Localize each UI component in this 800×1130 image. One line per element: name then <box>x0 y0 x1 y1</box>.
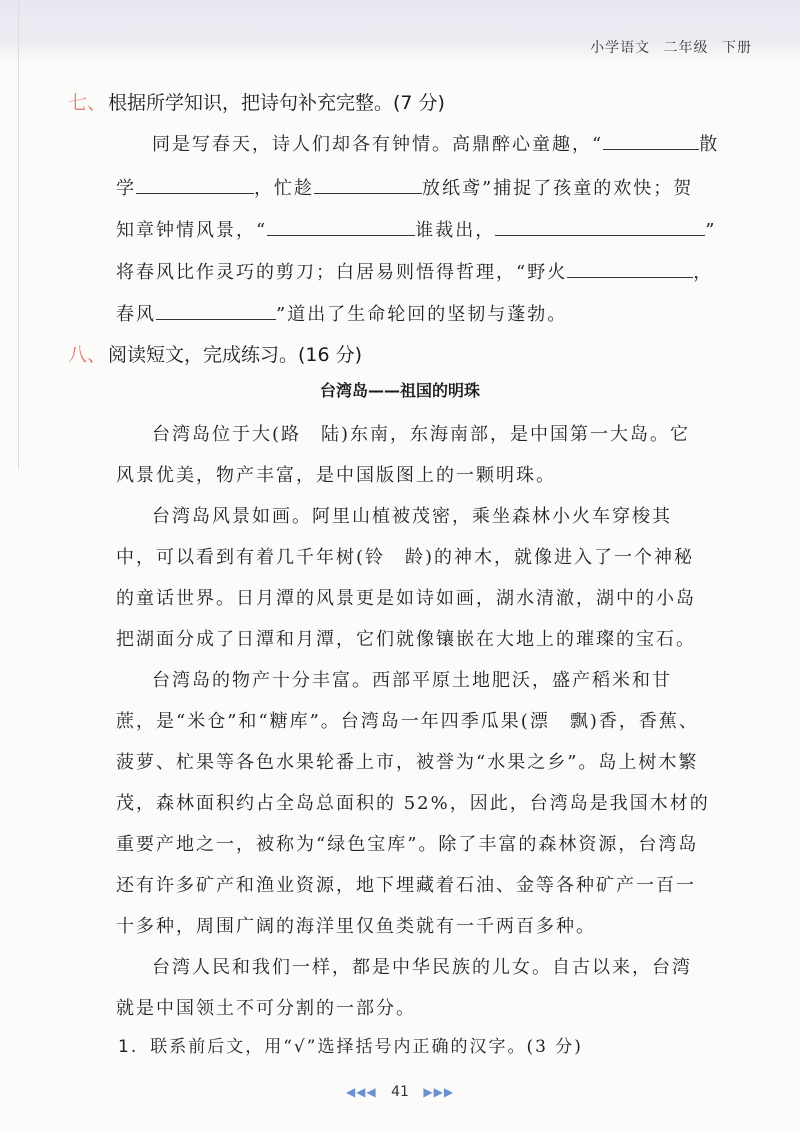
section-7-heading <box>68 88 445 115</box>
poem-line-4 <box>116 258 713 284</box>
answer-blank-2[interactable] <box>136 175 254 194</box>
text-segment: 谁裁出， <box>415 220 496 241</box>
section-7-number: 七、 <box>68 92 107 114</box>
page-number: 41 <box>391 1084 409 1100</box>
article-line: 蔗，是“米仓”和“糖库”。台湾岛一年四季瓜果(漂 飘)香，香蕉、 <box>116 711 699 732</box>
text-segment: 将春风比作灵巧的剪刀；白居易则悟得哲理，“野火 <box>116 262 568 283</box>
subject-label: 小学语文 <box>590 40 651 56</box>
answer-blank-5[interactable] <box>495 217 705 236</box>
article-line: 十多种，周围广阔的海洋里仅鱼类就有一千两百多种。 <box>116 916 596 937</box>
article-line: 重要产地之一，被称为“绿色宝库”。除了丰富的森林资源，台湾岛 <box>116 834 699 855</box>
text-segment: 散 <box>699 134 720 155</box>
article-title: 台湾岛——祖国的明珠 <box>319 381 480 400</box>
poem-line-2 <box>116 174 693 200</box>
section-7-title: 根据所学知识，把诗句补充完整。(7 分) <box>108 92 445 114</box>
article-line: 茂，森林面积约占全岛总面积的 52%，因此，台湾岛是我国木材的 <box>116 793 710 814</box>
question-1-text: 联系前后文，用“√”选择括号内正确的汉字。(3 分) <box>150 1037 583 1057</box>
article-line: 把湖面分成了日潭和月潭，它们就像镶嵌在大地上的璀璨的宝石。 <box>116 629 696 650</box>
article-line: 就是中国领土不可分割的一部分。 <box>116 998 416 1019</box>
poem-line-1 <box>152 130 719 156</box>
section-8-heading <box>68 340 362 367</box>
answer-blank-6[interactable] <box>567 259 693 278</box>
answer-blank-7[interactable] <box>156 301 276 320</box>
text-segment: ”道出了生命轮回的坚韧与蓬勃。 <box>276 304 568 325</box>
section-8-title: 阅读短文，完成练习。(16 分) <box>108 344 363 366</box>
article-line: 台湾岛位于大(路 陆)东南，东海南部，是中国第一大岛。它 <box>152 424 691 445</box>
text-segment: ， <box>693 262 714 283</box>
text-segment: 知章钟情风景，“ <box>116 220 268 241</box>
article-line: 台湾人民和我们一样，都是中华民族的儿女。自古以来，台湾 <box>152 957 692 978</box>
prev-arrows-icon: ◀◀◀ <box>345 1085 377 1099</box>
article-line: 台湾岛的物产十分丰富。西部平原土地肥沃，盛产稻米和甘 <box>152 670 672 691</box>
article-line: 风景优美，物产丰富，是中国版图上的一颗明珠。 <box>116 465 556 486</box>
term-label: 下册 <box>722 40 752 56</box>
next-arrows-icon: ▶▶▶ <box>423 1085 455 1099</box>
section-8-number: 八、 <box>68 344 107 366</box>
question-1 <box>118 1032 583 1057</box>
poem-line-5 <box>116 300 567 326</box>
book-label <box>582 37 752 57</box>
article-line: 中，可以看到有着几千年树(铃 龄)的神木，就像进入了一个神秘 <box>116 547 695 568</box>
answer-blank-4[interactable] <box>267 217 415 236</box>
article-line: 台湾岛风景如画。阿里山植被茂密，乘坐森林小火车穿梭其 <box>152 506 672 527</box>
question-1-number: 1. <box>118 1037 139 1057</box>
text-segment: ，忙趁 <box>254 178 314 199</box>
grade-label: 二年级 <box>663 40 709 56</box>
text-segment: ” <box>705 220 717 241</box>
text-segment: 放纸鸢”捕捉了孩童的欢快；贺 <box>422 178 694 199</box>
page-footer <box>0 1084 800 1100</box>
poem-line-3 <box>116 216 716 242</box>
answer-blank-3[interactable] <box>314 175 422 194</box>
text-segment: 学 <box>116 178 136 199</box>
article-line: 还有许多矿产和渔业资源，地下埋藏着石油、金等各种矿产一百一 <box>116 875 696 896</box>
answer-blank-1[interactable] <box>603 131 699 150</box>
text-segment: 同是写春天，诗人们却各有钟情。高鼎醉心童趣，“ <box>152 134 604 155</box>
article-line: 的童话世界。日月潭的风景更是如诗如画，湖水清澈，湖中的小岛 <box>116 588 696 609</box>
article-line: 菠萝、杧果等各色水果轮番上市，被誉为“水果之乡”。岛上树木繁 <box>116 752 699 773</box>
text-segment: 春风 <box>116 304 156 325</box>
